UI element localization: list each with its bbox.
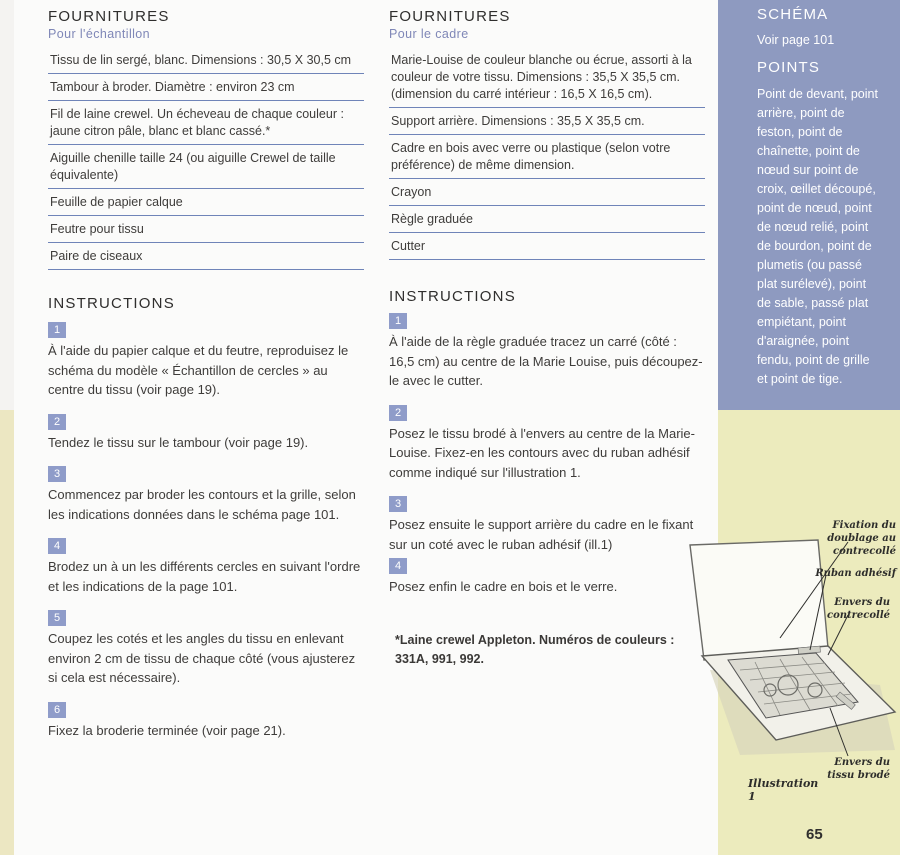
supply-item: Tissu de lin sergé, blanc. Dimensions : 30,5 X 30,5 cm	[48, 47, 364, 74]
page-edge	[0, 0, 14, 855]
step-text: Brodez un à un les différents cercles en suivant l'ordre et les indications de la page 101.	[48, 559, 361, 594]
schema-text: Voir page 101	[757, 33, 835, 47]
step-text: Fixez la broderie terminée (voir page 21).	[48, 722, 286, 738]
step-text: Commencez par broder les contours et la grille, selon les indications données dans le schéma page 101.	[48, 487, 356, 522]
step-text: Posez ensuite le support arrière du cadre en le fixant sur un coté avec le ruban adhésif (ill.1)	[389, 517, 694, 552]
step-number-badge: 5	[48, 610, 66, 626]
schema-title: SCHÉMA	[757, 6, 829, 23]
frame-supplies-title: FOURNITURES	[389, 8, 511, 25]
step	[48, 320, 364, 400]
step-number-badge: 4	[48, 538, 66, 554]
callout-fabric-back: Envers du tissu brodé	[827, 757, 890, 781]
step-text: Tendez le tissu sur le tambour (voir page 19).	[48, 434, 309, 450]
step-number-badge: 1	[48, 322, 66, 338]
step-number-badge: 4	[389, 558, 407, 574]
step-number-badge: 3	[48, 466, 66, 482]
step	[389, 556, 705, 597]
step	[389, 494, 705, 554]
frame-supplies-list	[389, 47, 705, 260]
footnote: *Laine crewel Appleton. Numéros de couleurs : 331A, 991, 992.	[395, 632, 675, 666]
supply-item: Crayon	[389, 179, 705, 206]
step-number-badge: 2	[48, 414, 66, 430]
supply-item: Marie-Louise de couleur blanche ou écrue, assorti à la couleur de votre tissu. Dimensions : 35,5 X 35,5 cm. (dimension du carré intérieur : 16,5 X 16,5 cm).	[389, 47, 705, 108]
step	[389, 311, 705, 391]
step	[48, 536, 364, 596]
page-number: 65	[806, 826, 823, 843]
supply-item: Fil de laine crewel. Un écheveau de chaque couleur : jaune citron pâle, blanc et blanc cassé.*	[48, 101, 364, 145]
supply-item: Paire de ciseaux	[48, 243, 364, 270]
step-number-badge: 6	[48, 702, 66, 718]
supplies-subtitle: Pour l'échantillon	[48, 27, 151, 41]
callout-backing-fixation: Fixation du doublage au contrecollé	[827, 520, 896, 557]
supply-item: Feuille de papier calque	[48, 189, 364, 216]
step-number-badge: 1	[389, 313, 407, 329]
step-text: Posez enfin le cadre en bois et le verre.	[389, 579, 618, 594]
supply-item: Support arrière. Dimensions : 35,5 X 35,5 cm.	[389, 108, 705, 135]
points-title: POINTS	[757, 59, 821, 76]
left-column	[48, 8, 364, 752]
callout-mat-back: Envers du contrecollé	[827, 597, 890, 621]
step-text: À l'aide de la règle graduée tracez un carré (côté : 16,5 cm) au centre de la Marie Louise, puis découpez-le avec le cutter.	[389, 334, 703, 388]
step-text: À l'aide du papier calque et du feutre, reproduisez le schéma du modèle « Échantillon de cercles » au centre du tissu (voir page 19).	[48, 343, 349, 397]
step-text: Posez le tissu brodé à l'envers au centre de la Marie-Louise. Fixez-en les contours avec du ruban adhésif comme indiqué sur l'illustration 1.	[389, 425, 695, 480]
instructions-title: INSTRUCTIONS	[48, 295, 175, 312]
supply-item: Feutre pour tissu	[48, 216, 364, 243]
supplies-title: FOURNITURES	[48, 8, 170, 25]
step	[48, 464, 364, 524]
illustration-caption: Illustration 1	[748, 777, 819, 803]
step	[48, 412, 364, 453]
callout-tape: Ruban adhésif	[815, 568, 896, 579]
frame-instructions-title: INSTRUCTIONS	[389, 288, 516, 305]
supply-item: Cutter	[389, 233, 705, 260]
step-text: Coupez les cotés et les angles du tissu en enlevant environ 2 cm de tissu de chaque côté (vous ajusterez si cela est nécessaire).	[48, 631, 356, 685]
step	[48, 608, 364, 688]
supply-item: Aiguille chenille taille 24 (ou aiguille Crewel de taille équivalente)	[48, 145, 364, 189]
points-text: Point de devant, point arrière, point de feston, point de chaînette, point de nœud sur point de croix, œillet découpé, point de nœud, point de nœud relié, point de bourdon, point de plumetis (ou passé plat surélevé), point de sable, passé plat empiétant, point d'araignée, point fendu, point de grille et point de tige.	[757, 87, 878, 386]
supply-item: Cadre en bois avec verre ou plastique (selon votre préférence) de même dimension.	[389, 135, 705, 179]
supplies-list	[48, 47, 364, 270]
supply-item: Tambour à broder. Diamètre : environ 23 cm	[48, 74, 364, 101]
step	[48, 700, 364, 741]
step-number-badge: 3	[389, 496, 407, 512]
supply-item: Règle graduée	[389, 206, 705, 233]
step-number-badge: 2	[389, 405, 407, 421]
step	[389, 403, 705, 483]
frame-supplies-subtitle: Pour le cadre	[389, 27, 469, 41]
right-column	[389, 8, 705, 669]
